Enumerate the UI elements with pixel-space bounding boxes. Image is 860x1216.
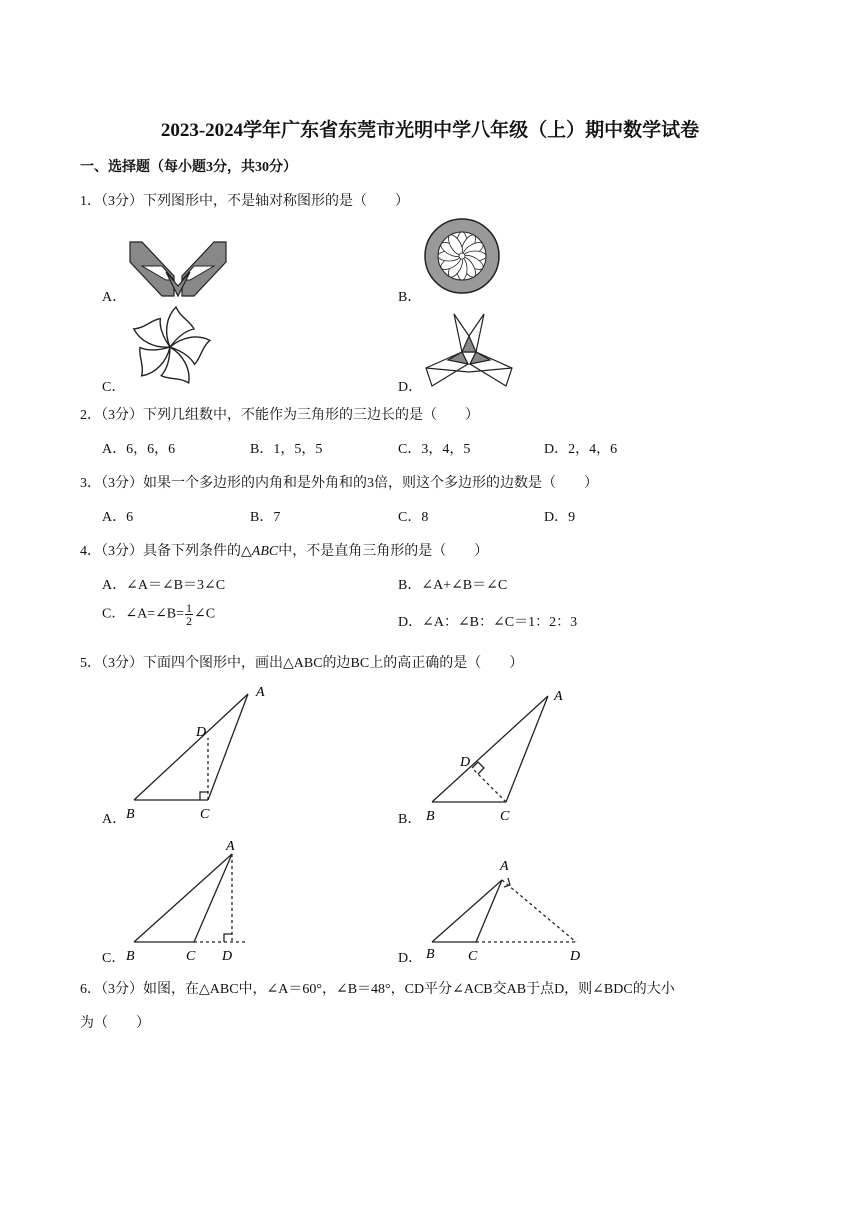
q4-stem-prefix: 4．（3分）具备下列条件的△: [80, 544, 252, 559]
point-label-a: A: [500, 859, 509, 874]
q1-option-b-label: B．: [398, 290, 422, 305]
q5-triangle-a: [124, 682, 274, 822]
section-heading: 一、选择题（每小题3分，共30分）: [80, 160, 297, 175]
fraction-one-half: [185, 602, 193, 627]
point-label-a: A: [554, 689, 563, 704]
q2-option-d: D．2，4，6: [544, 442, 618, 457]
question-2-stem: 2．（3分）下列几组数中，不能作为三角形的三边长的是（ ）: [80, 408, 479, 423]
q5-option-c-label: C．: [102, 951, 126, 966]
q5-triangle-b: [420, 684, 580, 824]
q4-option-d: D．∠A：∠B：∠C＝1：2：3: [398, 615, 578, 630]
question-6-stem-line1: 6．（3分）如图，在△ABC中，∠A＝60°，∠B＝48°，CD平分∠ACB交AB于点D，则∠BDC的大小: [80, 982, 675, 997]
q3-option-d: D．9: [544, 510, 576, 525]
q1-option-c-label: C．: [102, 380, 126, 395]
point-label-a: A: [226, 839, 235, 854]
q5-triangle-d: [420, 856, 600, 966]
q2-option-c: C．3，4，5: [398, 442, 471, 457]
q3-option-a: A．6: [102, 510, 134, 525]
q1-figure-a: [128, 240, 228, 300]
point-label-d: D: [460, 755, 471, 770]
q5-option-b-label: B．: [398, 812, 422, 827]
point-label-c: C: [186, 949, 196, 964]
point-label-d: D: [222, 949, 233, 964]
q4-stem-variable: ABC: [251, 544, 279, 559]
point-label-a: A: [256, 685, 265, 700]
point-label-c: C: [200, 807, 210, 822]
q5-triangle-c: [124, 836, 264, 966]
q4-option-a: A．∠A＝∠B＝3∠C: [102, 578, 226, 593]
fraction-denominator: 2: [186, 614, 193, 628]
q1-figure-d: [424, 312, 514, 388]
q1-figure-c: [124, 304, 216, 390]
point-label-c: C: [500, 809, 510, 824]
q1-figure-b: [424, 218, 500, 294]
q1-option-a-label: A．: [102, 290, 127, 305]
q2-option-a: A．6，6，6: [102, 442, 176, 457]
q1-option-d-label: D．: [398, 380, 423, 395]
q5-option-d-label: D．: [398, 951, 423, 966]
question-3-stem: 3．（3分）如果一个多边形的内角和是外角和的3倍，则这个多边形的边数是（ ）: [80, 476, 598, 491]
q3-option-c: C．8: [398, 510, 429, 525]
point-label-b: B: [126, 949, 135, 964]
q3-option-b: B．7: [250, 510, 281, 525]
q4-option-c-suffix: ∠C: [194, 606, 216, 622]
point-label-c: C: [468, 949, 478, 964]
point-label-b: B: [426, 809, 435, 824]
question-1-stem: 1．（3分）下列图形中，不是轴对称图形的是（ ）: [80, 194, 409, 209]
q2-option-b: B．1，5，5: [250, 442, 323, 457]
q4-stem-suffix: 中，不是直角三角形的是（ ）: [278, 544, 489, 559]
q4-option-c: [102, 602, 215, 627]
q5-option-a-label: A．: [102, 812, 127, 827]
page-title: 2023-2024学年广东省东莞市光明中学八年级（上）期中数学试卷: [160, 120, 700, 141]
point-label-d: D: [570, 949, 581, 964]
question-4-stem: [80, 540, 488, 560]
q4-option-b: B．∠A+∠B＝∠C: [398, 578, 508, 593]
point-label-d: D: [196, 725, 207, 740]
point-label-b: B: [126, 807, 135, 822]
q4-option-c-prefix: C．∠A=∠B=: [102, 606, 185, 622]
question-6-stem-line2: 为（ ）: [80, 1016, 150, 1031]
question-5-stem: 5．（3分）下面四个图形中，画出△ABC的边BC上的高正确的是（ ）: [80, 656, 524, 671]
fraction-numerator: 1: [186, 601, 193, 615]
point-label-b: B: [426, 947, 435, 962]
